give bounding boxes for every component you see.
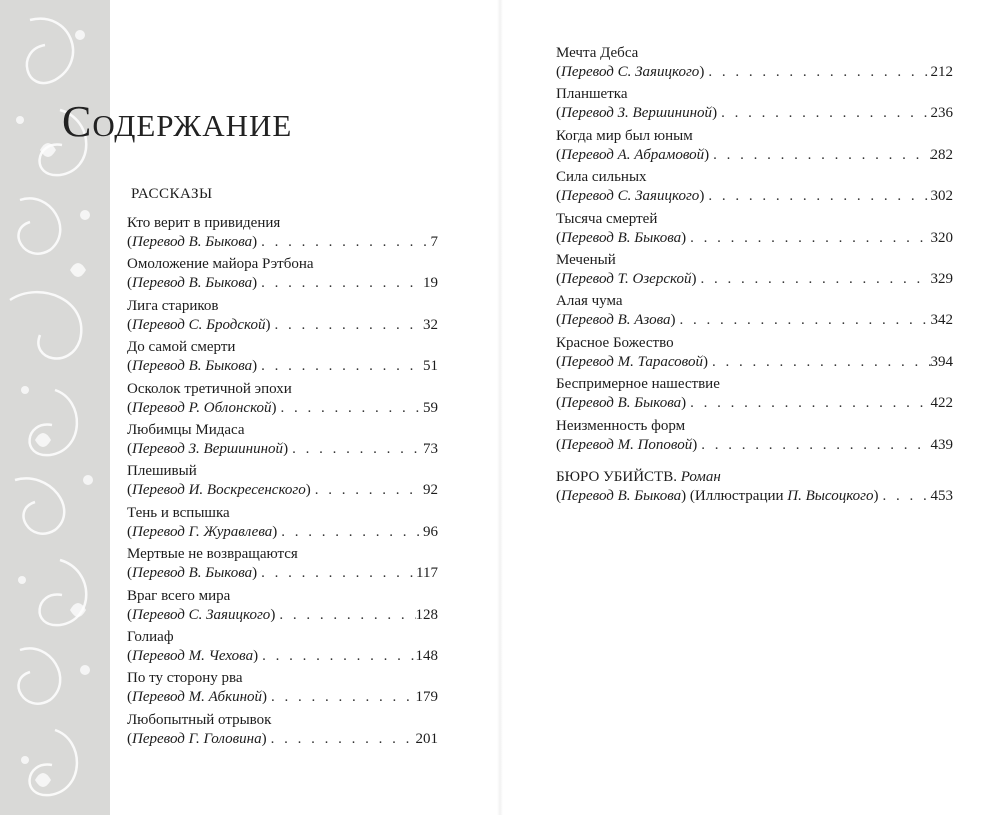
translator-credit: Перевод И. Воскресенского [132,482,306,499]
translator-credit: Перевод В. Быкова [132,358,253,375]
story-title: Любимцы Мидаса [127,421,245,438]
translator-credit: Перевод С. Бродской [132,316,266,333]
leader-dots [717,104,930,123]
translator-credit: Перевод В. Быкова [561,229,682,246]
story-title: Лига стариков [127,297,219,314]
leader-dots [257,564,416,583]
toc-entry: Неизменность форм (Перевод М. Поповой) . . . 439 [556,417,953,458]
toc-entry: Тень и вспышка (Перевод Г. Журавлева) . . . 96 [127,504,438,545]
story-title: Когда мир был юным [556,127,693,144]
toc-entry: Лига стариков (Перевод С. Бродской) . . . 32 [127,297,438,338]
toc-entry: Сила сильных (Перевод С. Заяицкого) . . . 302 [556,168,953,209]
novel-illustrator: П. Высоцкого [787,488,874,504]
story-title: Планшетка [556,86,628,103]
leader-dots [696,270,930,289]
leader-dots [686,229,930,248]
translator-credit: Перевод Р. Облонской [132,399,272,416]
leader-dots [704,187,930,206]
leader-dots [288,440,423,459]
page-title: Содержание [62,97,293,146]
toc-entry: Враг всего мира (Перевод С. Заяицкого) . . . 128 [127,587,438,628]
story-title: Враг всего мира [127,587,231,604]
page-number: 7 [430,234,438,250]
leader-dots [697,436,930,455]
toc-entry: Когда мир был юным (Перевод А. Абрамовой) . . . 282 [556,127,953,168]
story-title: Омоложение майора Рэтбона [127,256,314,273]
toc-entry: Любимцы Мидаса (Перевод З. Вершининой) . . . 73 [127,421,438,462]
page-number: 19 [423,275,438,292]
translator-credit: Перевод Т. Озерской [561,270,692,287]
toc-entry: Любопытный отрывок (Перевод Г. Головина) . . . 201 [127,711,438,752]
story-title: Осколок третичной эпохи [127,380,292,397]
toc-entry: Тысяча смертей (Перевод В. Быкова) . . . 320 [556,210,953,251]
translator-credit: Перевод В. Быкова [132,234,253,250]
book-gutter [497,0,503,815]
page-number: 59 [423,399,438,416]
toc-novel-entry: БЮРО УБИЙСТВ. Роман (Перевод В. Быкова) (Иллюстрации П. Высоцкого) . . . 453 [556,468,953,506]
toc-list-right [556,44,953,458]
page-number: 96 [423,523,438,540]
toc-entry: Кто верит в привидения (Перевод В. Быкова) . . . 7 [127,214,438,255]
leader-dots [277,399,423,418]
translator-credit: Перевод С. Заяицкого [132,606,271,623]
page-number: 236 [930,105,953,122]
story-title: Меченый [556,251,616,268]
leader-dots [275,606,415,625]
toc-entry: Мечта Дебса (Перевод С. Заяицкого) . . . 212 [556,44,953,85]
toc-entry: Планшетка (Перевод З. Вершининой) . . . 236 [556,85,953,126]
story-title: По ту сторону рва [127,670,243,687]
toc-entry: Беспримерное нашествие (Перевод В. Быкова) . . . 422 [556,375,953,416]
leader-dots [311,481,423,500]
leader-dots [708,353,931,372]
leader-dots [257,357,423,376]
page-number: 92 [423,482,438,499]
leader-dots [258,647,415,666]
page-number: 73 [423,440,438,457]
story-title: Плешивый [127,463,197,480]
story-title: Кто верит в привидения [127,215,281,231]
page-number: 439 [930,436,953,453]
page-number: 128 [415,606,438,623]
translator-credit: Перевод А. Абрамовой [561,146,705,163]
translator-credit: Перевод М. Абкиной [132,689,263,706]
page-number: 422 [930,395,953,412]
page-number: 32 [423,316,438,333]
translator-credit: Перевод З. Вершининой [561,105,713,122]
story-title: Красное Божество [556,334,674,351]
translator-credit: Перевод В. Быкова [132,275,253,292]
page-number: 117 [416,565,438,582]
leader-dots [277,523,423,542]
leader-dots [267,688,415,707]
translator-credit: Перевод М. Поповой [561,436,693,453]
novel-page-number: 453 [930,488,953,504]
page-number: 282 [930,146,953,163]
translator-credit: Перевод В. Быкова [132,565,253,582]
story-title: Сила сильных [556,169,647,186]
translator-credit: Перевод М. Тарасовой [561,353,703,370]
leader-dots [879,487,931,506]
story-title: Любопытный отрывок [127,711,272,728]
leader-dots [267,730,416,749]
leader-dots [704,63,930,82]
toc-entry: Алая чума (Перевод В. Азова) . . . 342 [556,292,953,333]
toc-entry: Осколок третичной эпохи (Перевод Р. Облонской) . . . 59 [127,380,438,421]
novel-illustrations-label: Иллюстрации [694,488,784,504]
translator-credit: Перевод М. Чехова [132,647,254,664]
novel-translator: Перевод В. Быкова [561,488,682,504]
translator-credit: Перевод С. Заяицкого [561,64,700,80]
section-heading-stories: РАССКАЗЫ [131,186,213,202]
page-number: 179 [415,689,438,706]
page-number: 212 [930,64,953,80]
leader-dots [257,274,423,293]
page-number: 201 [415,730,438,747]
toc-entry: Плешивый (Перевод И. Воскресенского) . . . 92 [127,462,438,503]
story-title: Неизменность форм [556,417,686,434]
page-number: 342 [930,312,953,329]
translator-credit: Перевод Г. Головина [132,730,262,747]
toc-entry: По ту сторону рва (Перевод М. Абкиной) . . . 179 [127,669,438,710]
page-number: 320 [930,229,953,246]
toc-entry: Мертвые не возвращаются (Перевод В. Быкова) . . . 117 [127,545,438,586]
toc-entry: Красное Божество (Перевод М. Тарасовой) . . . 394 [556,334,953,375]
leader-dots [709,146,930,165]
translator-credit: Перевод В. Азова [561,312,671,329]
story-title: Мертвые не возвращаются [127,546,298,563]
toc-entry: Меченый (Перевод Т. Озерской) . . . 329 [556,251,953,292]
toc-entry: Омоложение майора Рэтбона (Перевод В. Быкова) . . . 19 [127,255,438,296]
story-title: Беспримерное нашествие [556,376,720,393]
leader-dots [676,311,931,330]
page-number: 302 [930,188,953,205]
page-number: 394 [930,353,953,370]
story-title: До самой смерти [127,339,236,356]
story-title: Алая чума [556,293,623,310]
page-number: 51 [423,358,438,375]
translator-credit: Перевод С. Заяицкого [561,188,700,205]
translator-credit: Перевод В. Быкова [561,395,682,412]
translator-credit: Перевод Г. Журавлева [132,523,273,540]
toc-entry: Голиаф (Перевод М. Чехова) . . . 148 [127,628,438,669]
page-number: 329 [930,270,953,287]
story-title: Мечта Дебса [556,45,639,61]
story-title: Тысяча смертей [556,210,658,227]
toc-entry: До самой смерти (Перевод В. Быкова) . . . 51 [127,338,438,379]
leader-dots [257,233,430,252]
novel-subtitle: Роман [680,469,721,485]
toc-list-left [127,214,438,752]
leader-dots [686,394,930,413]
story-title: Голиаф [127,628,174,645]
translator-credit: Перевод З. Вершининой [132,440,284,457]
novel-title: БЮРО УБИЙСТВ. [556,469,677,485]
story-title: Тень и вспышка [127,504,230,521]
page-number: 148 [415,647,438,664]
leader-dots [270,316,423,335]
